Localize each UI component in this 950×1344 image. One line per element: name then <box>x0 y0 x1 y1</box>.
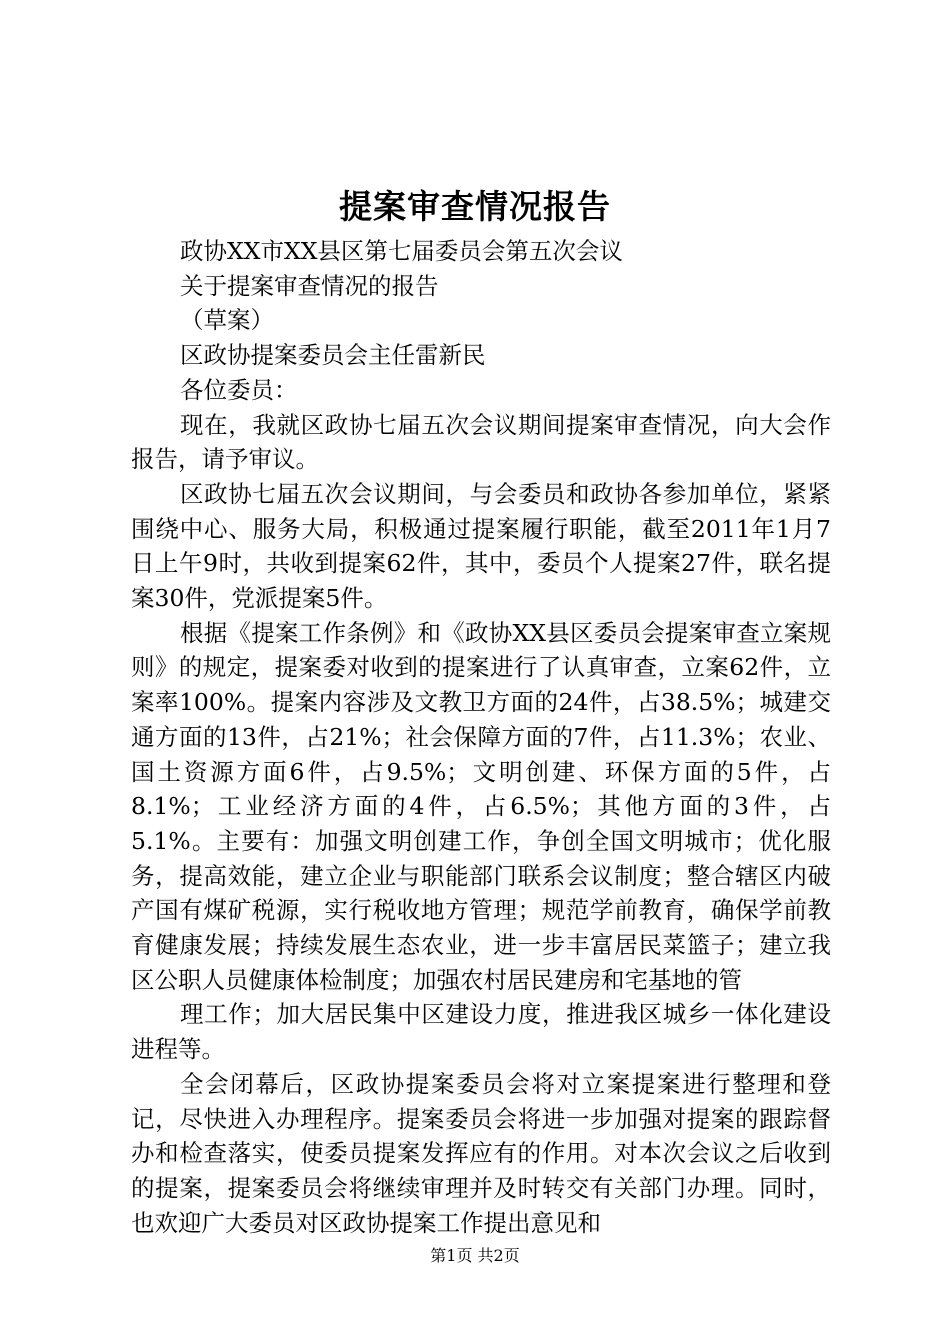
paragraph-report-subtitle: 关于提案审查情况的报告 <box>180 271 439 300</box>
paragraph-review-results: 根据《提案工作条例》和《政协XX县区委员会提案审查立案规则》的规定，提案委对收到的提案进行了认真审查，立案62件，立案率100%。提案内容涉及文教卫方面的24件，占38.5%；城建交通方面的13件，占21%；社会保障方面的7件，占11.3%；农业、国土资源方面6件，占9.5%；文明创建、环保方面的5件，占8.1%；工业经济方面的4件，占6.5%；其他方面的3件，占5.1%。主要有：加强文明创建工作，争创全国文明城市；优化服务，提高效能，建立企业与职能部门联系会议制度；整合辖区内破产国有煤矿税源，实行税收地方管理；规范学前教育，确保学前教育健康发展；持续发展生态农业，进一步丰富居民菜篮子；建立我区公职人员健康体检制度；加强农村居民建房和宅基地的管 <box>131 618 831 994</box>
paragraph-reporter: 区政协提案委员会主任雷新民 <box>180 341 486 370</box>
document-body <box>131 234 831 1240</box>
paragraph-meeting-name: 政协XX市XX县区第七届委员会第五次会议 <box>180 237 623 265</box>
page-footer: 第1页 共2页 <box>430 1246 520 1265</box>
paragraph-review-continued: 理工作；加大居民集中区建设力度，推进我区城乡一体化建设进程等。 <box>131 1000 831 1064</box>
document-title: 提案审查情况报告 <box>339 187 611 226</box>
paragraph-intro: 现在，我就区政协七届五次会议期间提案审查情况，向大会作报告，请予审议。 <box>131 410 831 474</box>
paragraph-salutation: 各位委员： <box>180 375 298 404</box>
paragraph-follow-up: 全会闭幕后，区政协提案委员会将对立案提案进行整理和登记，尽快进入办理程序。提案委员会将进一步加强对提案的跟踪督办和检查落实，使委员提案发挥应有的作用。对本次会议之后收到的提案，提案委员会将继续审理并及时转交有关部门办理。同时，也欢迎广大委员对区政协提案工作提出意见和 <box>131 1069 831 1237</box>
paragraph-proposal-count: 区政协七届五次会议期间，与会委员和政协各参加单位，紧紧围绕中心、服务大局，积极通过提案履行职能，截至2011年1月7日上午9时，共收到提案62件，其中，委员个人提案27件，联名提案30件，党派提案5件。 <box>131 479 831 613</box>
paragraph-draft-note: （草案） <box>180 306 274 335</box>
